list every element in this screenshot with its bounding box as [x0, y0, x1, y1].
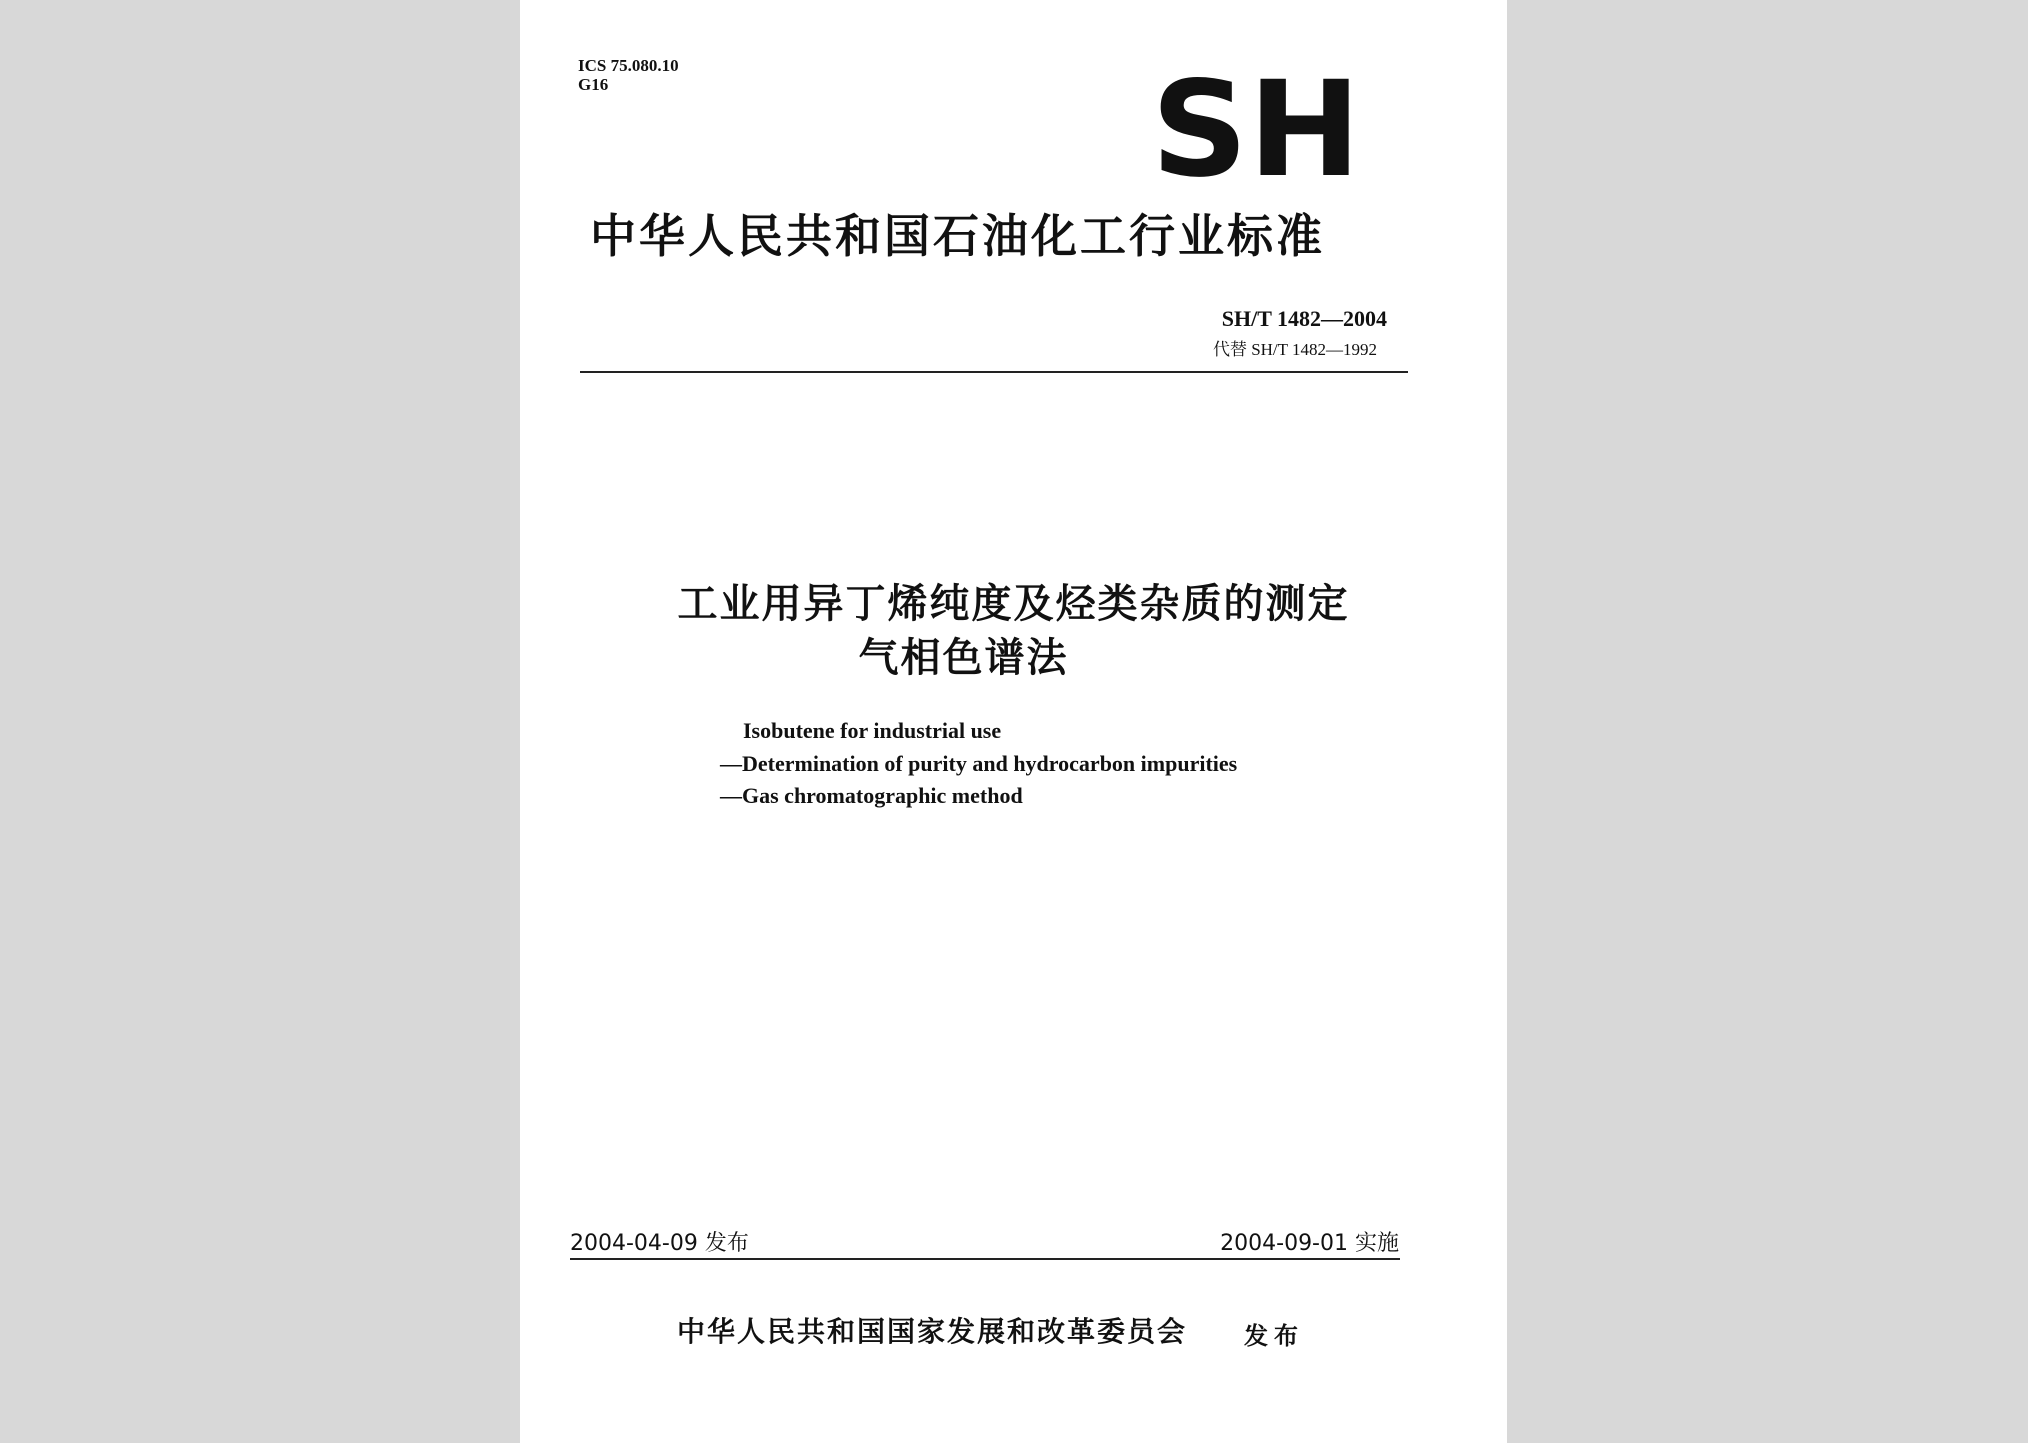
title-en-line-1: Isobutene for industrial use: [743, 718, 1002, 743]
ics-code: [578, 56, 679, 94]
standard-number: SH/T 1482—2004: [1221, 306, 1387, 331]
title-en-line-3: —Gas chromatographic method: [720, 783, 1023, 808]
issue-label: 发布: [1244, 1322, 1304, 1350]
ics-line: ICS 75.080.10: [578, 56, 679, 75]
issue-date: 2004-04-09 发布: [570, 1231, 749, 1256]
classification-line: G16: [578, 75, 609, 94]
title-cn-line-2: 气相色谱法: [858, 635, 1069, 681]
document-page: [520, 0, 1507, 1443]
header-title: 中华人民共和国石油化工行业标准: [590, 209, 1325, 263]
sh-logo-text: SH: [1151, 75, 1361, 180]
title-cn-line-1: 工业用异丁烯纯度及烃类杂质的测定: [677, 581, 1350, 627]
sh-logo: [1146, 75, 1366, 180]
footer-divider: [570, 1258, 1400, 1260]
implementation-date: 2004-09-01 实施: [1220, 1231, 1399, 1256]
replaces-standard: 代替 SH/T 1482—1992: [1212, 340, 1377, 359]
header-divider: [580, 371, 1408, 373]
title-en-line-2: —Determination of purity and hydrocarbon impurities: [720, 751, 1238, 776]
issuing-authority: 中华人民共和国国家发展和改革委员会: [677, 1315, 1188, 1348]
